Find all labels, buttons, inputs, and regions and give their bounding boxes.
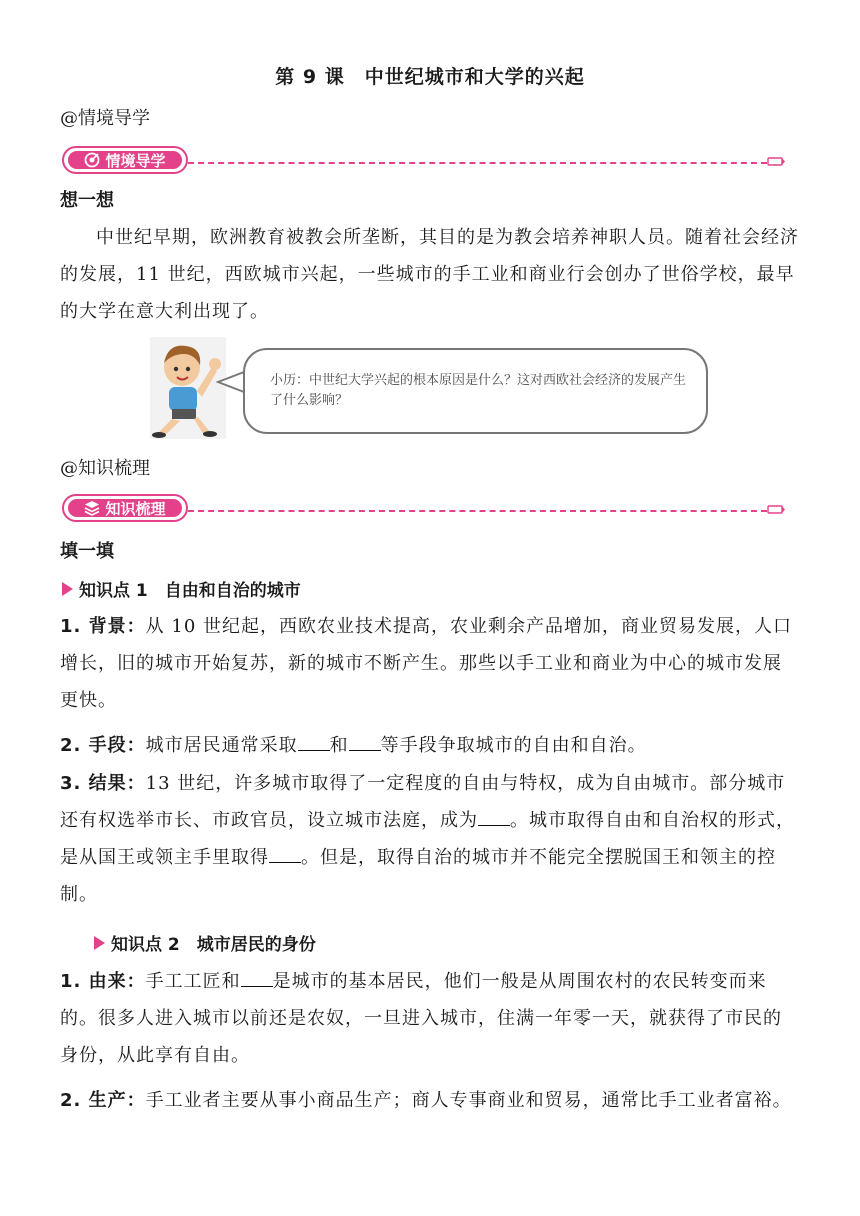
kp1-item-background (60, 608, 800, 719)
target-icon (84, 152, 100, 168)
fill-blank[interactable] (269, 861, 301, 863)
kp2-item-production (60, 1082, 800, 1119)
item-lead: 1. 由来： (60, 971, 146, 992)
triangle-marker-icon (94, 936, 105, 950)
item-text: 和 (329, 735, 349, 756)
intro-paragraph: 中世纪早期，欧洲教育被教会所垄断，其目的是为教会培养神职人员。随着社会经济的发展，11 世纪，西欧城市兴起，一些城市的手工业和商业行会创办了世俗学校，最早的大学在意大利出现了。 (60, 227, 799, 322)
section-tag-context: @情境导学 (60, 108, 150, 129)
item-text: 从 10 世纪起，西欧农业技术提高，农业剩余产品增加，商业贸易发展，人口增长，旧的城市开始复苏，新的城市不断产生。那些以手工业和商业为中心的城市发展更快。 (60, 616, 792, 711)
fill-heading: 填一填 (60, 541, 114, 562)
triangle-marker-icon (62, 582, 73, 596)
fill-blank[interactable] (298, 749, 330, 751)
item-text: 。但是，取得自治的城市并不能完全摆脱国王和领主的控制。 (60, 847, 776, 905)
boy-illustration (150, 337, 226, 439)
item-lead: 1. 背景： (60, 616, 146, 637)
fill-blank[interactable] (349, 749, 381, 751)
pencil-icon (767, 503, 785, 517)
lesson-title: 第 9 课 中世纪城市和大学的兴起 (275, 66, 585, 88)
item-lead: 3. 结果： (60, 773, 146, 794)
item-text: 是城市的基本居民，他们一般是从周围农村的农民转变而来的。很多人进入城市以前还是农奴，一旦进入城市，住满一年零一天，就获得了市民的身份，从此享有自由。 (60, 971, 782, 1066)
think-heading: 想一想 (60, 190, 114, 211)
kp2-item-origin (60, 963, 800, 1074)
banner-label: 情境导学 (105, 151, 166, 170)
knowledge-point-title: 知识点 1 自由和自治的城市 (79, 581, 301, 601)
item-text: 城市居民通常采取 (145, 735, 298, 756)
item-text: 。城市取得自由和自治权的形式，是从国王或领主手里取得 (60, 810, 795, 868)
banner-pill (62, 494, 188, 522)
item-text: 13 世纪，许多城市取得了一定程度的自由与特权，成为自由城市。部分城市还有权选举市长、市政官员，设立城市法庭，成为 (60, 773, 786, 831)
banner-label: 知识梳理 (105, 499, 166, 518)
kp1-item-result (60, 765, 800, 913)
banner-context (60, 144, 785, 184)
speech-bubble-text: 小历：中世纪大学兴起的根本原因是什么？这对西欧社会经济的发展产生了什么影响？ (270, 373, 687, 408)
item-lead: 2. 手段： (60, 735, 146, 756)
item-lead: 2. 生产： (60, 1090, 146, 1111)
section-tag-knowledge: @知识梳理 (60, 458, 150, 479)
knowledge-point-title: 知识点 2 城市居民的身份 (111, 935, 316, 955)
kp1-item-means (60, 727, 800, 764)
pencil-icon (767, 155, 785, 169)
item-text: 手工业者主要从事小商品生产；商人专事商业和贸易，通常比手工业者富裕。 (145, 1090, 792, 1111)
fill-blank[interactable] (241, 985, 273, 987)
knowledge-point-2 (94, 930, 316, 955)
banner-divider (188, 162, 767, 164)
layers-icon (84, 500, 100, 516)
banner-pill (62, 146, 188, 174)
item-text: 手工工匠和 (145, 971, 241, 992)
banner-knowledge (60, 492, 785, 532)
speech-bubble-tail (216, 368, 246, 398)
item-text: 等手段争取城市的自由和自治。 (380, 735, 647, 756)
knowledge-point-1 (62, 576, 301, 601)
fill-blank[interactable] (478, 824, 510, 826)
banner-divider (188, 510, 767, 512)
